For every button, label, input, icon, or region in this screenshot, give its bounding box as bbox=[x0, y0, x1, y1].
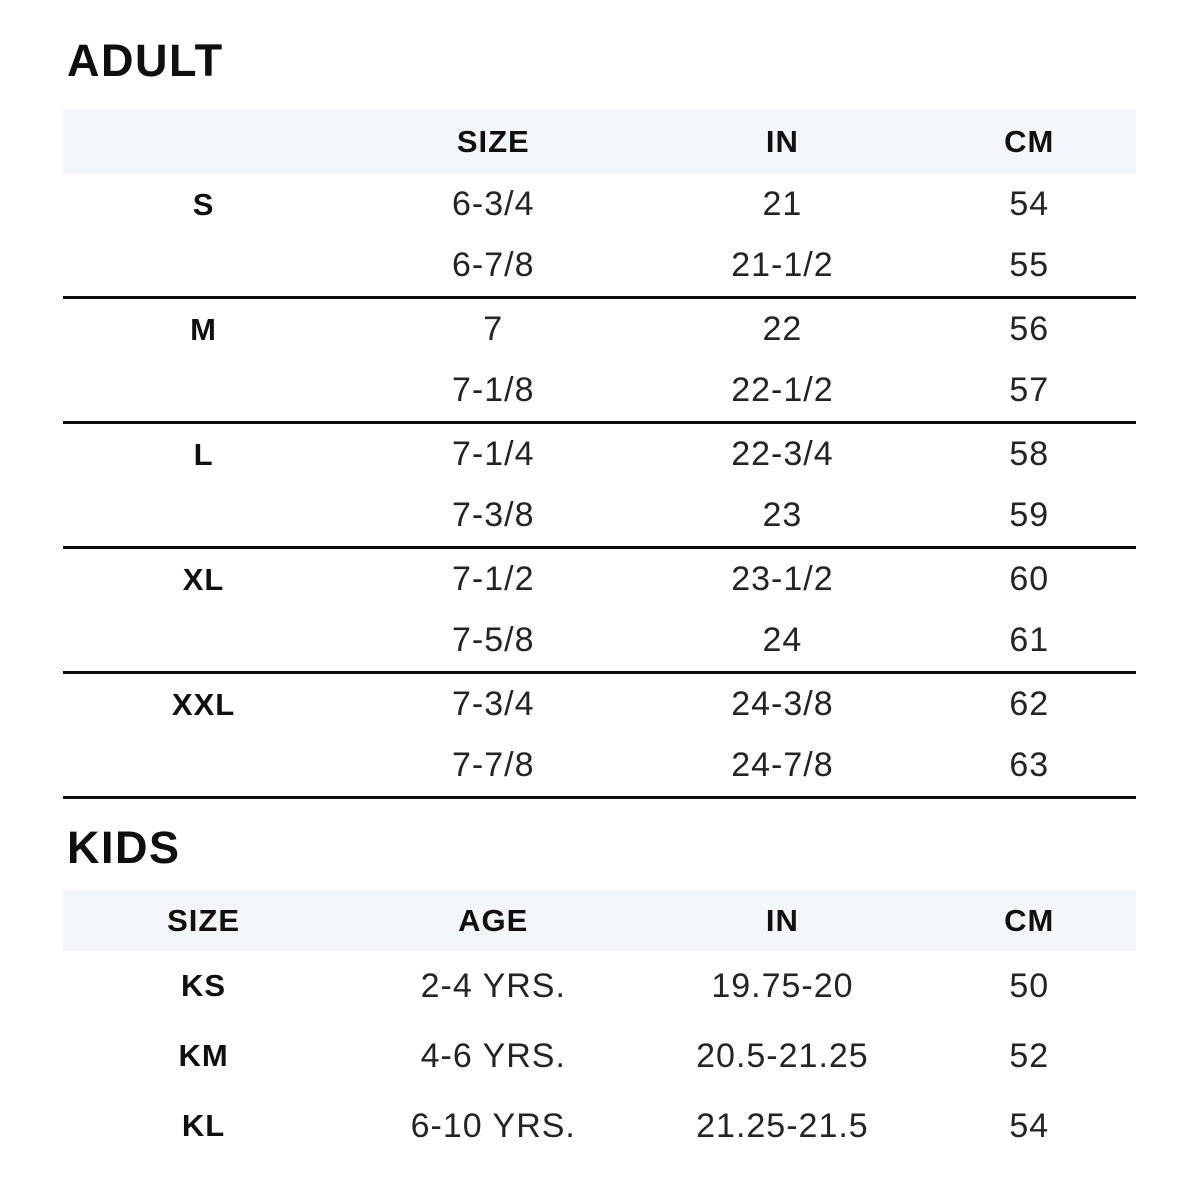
cm-cell: 54 bbox=[1009, 1106, 1050, 1145]
in-cell: 23 bbox=[642, 485, 922, 548]
adult-header-size: SIZE bbox=[344, 109, 642, 174]
adult-section bbox=[63, 35, 1136, 799]
row-label-cell bbox=[63, 235, 344, 298]
in-cell: 24 bbox=[642, 610, 922, 673]
kids-header-age: AGE bbox=[344, 890, 642, 951]
kids-section-title: KIDS bbox=[67, 822, 181, 873]
row-label-cell: KS bbox=[181, 968, 227, 1003]
kids-size-table bbox=[63, 890, 1136, 1161]
in-cell: 22 bbox=[762, 310, 803, 348]
table-row bbox=[63, 610, 1136, 673]
row-label-cell bbox=[63, 735, 344, 798]
row-label-cell: KL bbox=[181, 1108, 226, 1143]
kids-section bbox=[63, 822, 1136, 1161]
age-cell: 2-4 YRS. bbox=[420, 966, 566, 1005]
kids-header-row bbox=[63, 890, 1136, 951]
cm-cell: 50 bbox=[1009, 966, 1050, 1005]
cm-cell: 62 bbox=[1009, 685, 1050, 723]
row-label-cell: S bbox=[192, 186, 215, 222]
size-cell: 6-7/8 bbox=[344, 235, 642, 298]
row-label-cell: M bbox=[190, 311, 217, 347]
row-label-cell: XXL bbox=[171, 686, 236, 722]
row-label-cell: KM bbox=[178, 1038, 229, 1073]
in-cell: 23-1/2 bbox=[731, 560, 834, 598]
table-row bbox=[63, 360, 1136, 423]
cm-cell: 54 bbox=[1009, 185, 1050, 223]
row-label-cell: XL bbox=[182, 561, 225, 597]
adult-size-table bbox=[63, 109, 1136, 799]
size-cell: 7-3/4 bbox=[452, 685, 535, 723]
in-cell: 21 bbox=[762, 185, 803, 223]
row-label-cell bbox=[63, 485, 344, 548]
cm-cell: 59 bbox=[922, 485, 1136, 548]
row-label-cell bbox=[63, 610, 344, 673]
in-cell: 24-3/8 bbox=[731, 685, 834, 723]
adult-header-blank bbox=[63, 109, 344, 174]
in-cell: 22-3/4 bbox=[731, 435, 834, 473]
in-cell: 21.25-21.5 bbox=[696, 1106, 869, 1145]
table-row bbox=[63, 298, 1136, 361]
kids-header-size: SIZE bbox=[63, 890, 344, 951]
table-row bbox=[63, 174, 1136, 235]
age-cell: 6-10 YRS. bbox=[410, 1106, 576, 1145]
table-row bbox=[63, 1021, 1136, 1091]
cm-cell: 60 bbox=[1009, 560, 1050, 598]
cm-cell: 56 bbox=[1009, 310, 1050, 348]
table-row bbox=[63, 485, 1136, 548]
in-cell: 21-1/2 bbox=[642, 235, 922, 298]
cm-cell: 55 bbox=[922, 235, 1136, 298]
cm-cell: 63 bbox=[922, 735, 1136, 798]
table-row bbox=[63, 235, 1136, 298]
table-row bbox=[63, 423, 1136, 486]
row-label-cell: L bbox=[193, 436, 214, 472]
adult-header-in: IN bbox=[642, 109, 922, 174]
size-cell: 6-3/4 bbox=[452, 185, 535, 223]
in-cell: 22-1/2 bbox=[642, 360, 922, 423]
kids-header-in: IN bbox=[642, 890, 922, 951]
age-cell: 4-6 YRS. bbox=[420, 1036, 566, 1075]
table-row bbox=[63, 548, 1136, 611]
adult-header-row bbox=[63, 109, 1136, 174]
cm-cell: 57 bbox=[922, 360, 1136, 423]
size-cell: 7-1/4 bbox=[452, 435, 535, 473]
size-cell: 7-1/8 bbox=[344, 360, 642, 423]
cm-cell: 52 bbox=[1009, 1036, 1050, 1075]
kids-header-cm: CM bbox=[922, 890, 1136, 951]
table-row bbox=[63, 673, 1136, 736]
size-cell: 7-5/8 bbox=[344, 610, 642, 673]
cm-cell: 58 bbox=[1009, 435, 1050, 473]
size-cell: 7 bbox=[483, 310, 504, 348]
in-cell: 20.5-21.25 bbox=[696, 1036, 869, 1075]
adult-section-title: ADULT bbox=[67, 35, 224, 86]
table-row bbox=[63, 1091, 1136, 1161]
size-cell: 7-1/2 bbox=[452, 560, 535, 598]
size-cell: 7-7/8 bbox=[344, 735, 642, 798]
table-row bbox=[63, 735, 1136, 798]
in-cell: 24-7/8 bbox=[642, 735, 922, 798]
table-row bbox=[63, 951, 1136, 1021]
size-cell: 7-3/8 bbox=[344, 485, 642, 548]
adult-header-cm: CM bbox=[922, 109, 1136, 174]
size-chart-page bbox=[63, 0, 1136, 1161]
row-label-cell bbox=[63, 360, 344, 423]
in-cell: 19.75-20 bbox=[711, 966, 854, 1005]
cm-cell: 61 bbox=[922, 610, 1136, 673]
